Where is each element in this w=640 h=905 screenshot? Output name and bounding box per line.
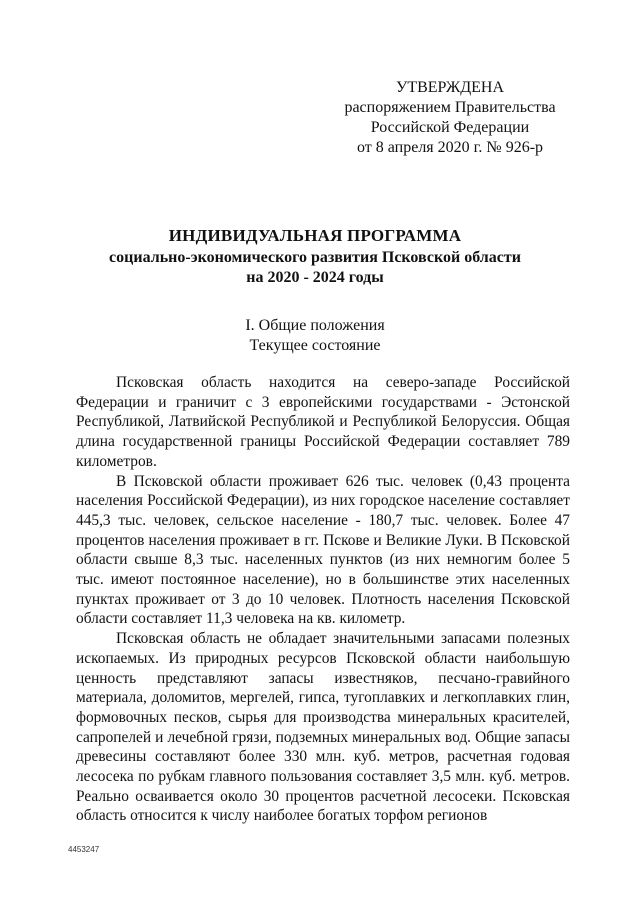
document-code: 4453247 [68,845,100,854]
approval-stamp [340,78,560,158]
approval-order-line: распоряжением Правительства [344,99,556,116]
approval-title: УТВЕРЖДЕНА [395,79,504,96]
document-title [60,226,570,288]
paragraph: Псковская область не обладает значительными запасами полезных ископаемых. Из природных ресурсов Псковской области наибольшую ценность представляют запасы известняков, песчано-гравийного материала, доломитов, мергелей, гипса, тугоплавких и легкоплавких глин, формовочных песков, сырья для производства минеральных красителей, сапропелей и лечебной грязи, подземных минеральных вод. Общие запасы древесины составляют более 330 млн. куб. метров, расчетная годовая лесосека по рубкам главного пользования составляет 3,5 млн. куб. метров. Реально осваивается около 30 процентов расчетной лесосеки. Псковская область относится к числу наиболее богатых торфом регионов [76,630,570,825]
title-subtitle: социально-экономического развития Псковской области [109,249,521,266]
paragraph: В Псковской области проживает 626 тыс. человек (0,43 процента населения Российской Федерации), из них городское население составляет 445,3 тыс. человек, сельское население - 180,7 тыс. человек. Более 47 процентов населения проживает в гг. Пскове и Великие Луки. В Псковской области свыше 8,3 тыс. населенных пунктов (из них немногим более 5 тыс. имеют постоянное население), но в большинстве этих населенных пунктах проживает от 3 до 10 человек. Плотность населения Псковской области составляет 11,3 человека на кв. километр. [76,472,570,628]
document-body [76,373,570,826]
section-heading: I. Общие положения [245,317,385,334]
paragraph: Псковская область находится на северо-западе Российской Федерации и граничит с 3 европейскими государствами - Эстонской Республикой, Латвийской Республикой и Республикой Белоруссия. Общая длина государственной границы Российской Федерации составляет 789 километров. [76,374,570,470]
approval-authority: Российской Федерации [370,119,530,136]
section-header [60,316,570,356]
approval-date-number: от 8 апреля 2020 г. № 926-р [356,139,544,156]
section-subheading: Текущее состояние [249,337,381,354]
title-main: ИНДИВИДУАЛЬНАЯ ПРОГРАММА [168,226,462,245]
title-period: на 2020 - 2024 годы [246,269,384,286]
